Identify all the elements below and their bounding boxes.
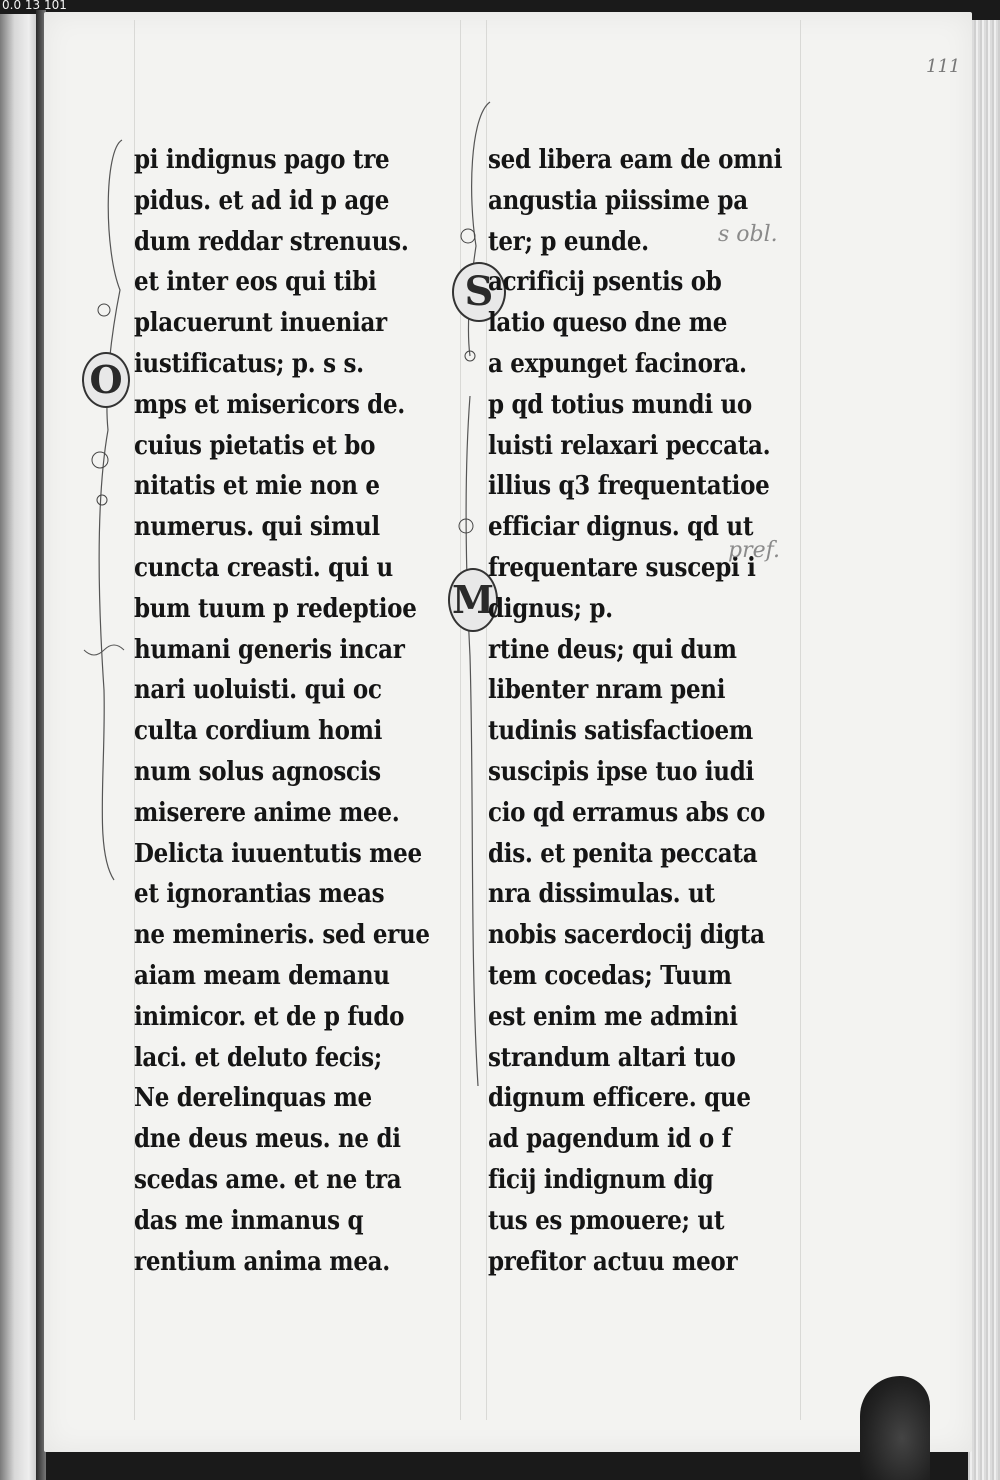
text-line: acrificij psentis ob — [488, 266, 722, 297]
text-line: dignum efficere. que — [488, 1082, 751, 1113]
facing-page-edge — [0, 14, 36, 1480]
text-line: et inter eos qui tibi — [134, 266, 377, 297]
text-line: nra dissimulas. ut — [488, 878, 715, 909]
text-line: nari uoluisti. qui oc — [134, 674, 382, 705]
text-line: ad pagendum id o f — [488, 1123, 732, 1154]
text-line: mps et misericors de. — [134, 389, 405, 420]
text-line: culta cordium homi — [134, 715, 383, 746]
text-line: tudinis satisfactioem — [488, 715, 753, 746]
text-line: suscipis ipse tuo iudi — [488, 756, 754, 787]
text-line: prefitor actuu meor — [488, 1245, 738, 1277]
thumb — [860, 1376, 930, 1480]
text-line: cuncta creasti. qui u — [134, 552, 393, 583]
text-line: ter; p eunde. — [488, 225, 649, 257]
initial-letter-S: S — [452, 262, 506, 322]
text-line: efficiar dignus. qd ut — [488, 511, 754, 542]
text-line: placuerunt inueniar — [134, 307, 387, 338]
text-line: ficij indignum dig — [488, 1164, 714, 1195]
text-line: rtine deus; qui dum — [488, 633, 737, 665]
text-line: pi indignus pago tre — [134, 144, 390, 175]
text-line: sed libera eam de omni — [488, 144, 783, 175]
text-line: num solus agnoscis — [134, 756, 381, 787]
text-line: cio qd erramus abs co — [488, 797, 766, 828]
initial-letter-M: M — [448, 568, 498, 632]
left-text-column — [134, 140, 454, 1282]
text-line: ne memineris. sed erue — [134, 919, 430, 950]
text-line: a expunget facinora. — [488, 348, 747, 379]
text-line: bum tuum p redeptioe — [134, 593, 417, 624]
text-line: frequentare suscepi i — [488, 552, 756, 583]
text-line: numerus. qui simul — [134, 511, 380, 542]
initial-letter-O: O — [82, 352, 130, 408]
text-line: tem cocedas; Tuum — [488, 960, 732, 991]
scan-label: 0.0 13 101 — [2, 0, 67, 10]
text-line: inimicor. et de p fudo — [134, 1001, 405, 1032]
text-line: cuius pietatis et bo — [134, 429, 376, 461]
right-text-column — [488, 140, 808, 1282]
text-line: pidus. et ad id p age — [134, 185, 390, 216]
text-line: nitatis et mie non e — [134, 470, 380, 501]
text-line: illius q3 frequentatioe — [488, 470, 770, 501]
text-line: rentium anima mea. — [134, 1245, 390, 1277]
text-line: aiam meam demanu — [134, 960, 390, 991]
text-line: miserere anime mee. — [134, 797, 400, 828]
folio-number: 111 — [926, 56, 961, 77]
text-line: Delicta iuuentutis mee — [134, 837, 422, 869]
text-line: tus es pmouere; ut — [488, 1204, 725, 1236]
page-block-edge — [968, 20, 1000, 1480]
margin-note-offertory: s obl. — [718, 222, 778, 247]
text-line: nobis sacerdocij digta — [488, 919, 765, 950]
text-line: est enim me admini — [488, 1001, 738, 1032]
text-line: Ne derelinquas me — [134, 1082, 372, 1113]
text-line: angustia piissime pa — [488, 185, 748, 216]
text-line: laci. et deluto fecis; — [134, 1041, 382, 1073]
margin-note-preface: pref. — [728, 538, 780, 563]
text-line: humani generis incar — [134, 633, 405, 665]
text-line: iustificatus; p. s s. — [134, 348, 364, 379]
text-line: dis. et penita peccata — [488, 837, 758, 869]
text-line: das me inmanus q — [134, 1204, 364, 1236]
text-line: strandum altari tuo — [488, 1041, 736, 1073]
text-line: scedas ame. et ne tra — [134, 1164, 402, 1195]
text-line: dignus; p. — [488, 593, 613, 624]
text-line: et ignorantias meas — [134, 878, 385, 909]
text-line: luisti relaxari peccata. — [488, 429, 771, 461]
initial-O-flourish-icon — [64, 130, 144, 900]
text-line: p qd totius mundi uo — [488, 389, 752, 420]
text-line: dne deus meus. ne di — [134, 1123, 401, 1154]
text-line: latio queso dne me — [488, 307, 728, 338]
text-line: libenter nram peni — [488, 674, 726, 705]
text-line: dum reddar strenuus. — [134, 225, 409, 257]
